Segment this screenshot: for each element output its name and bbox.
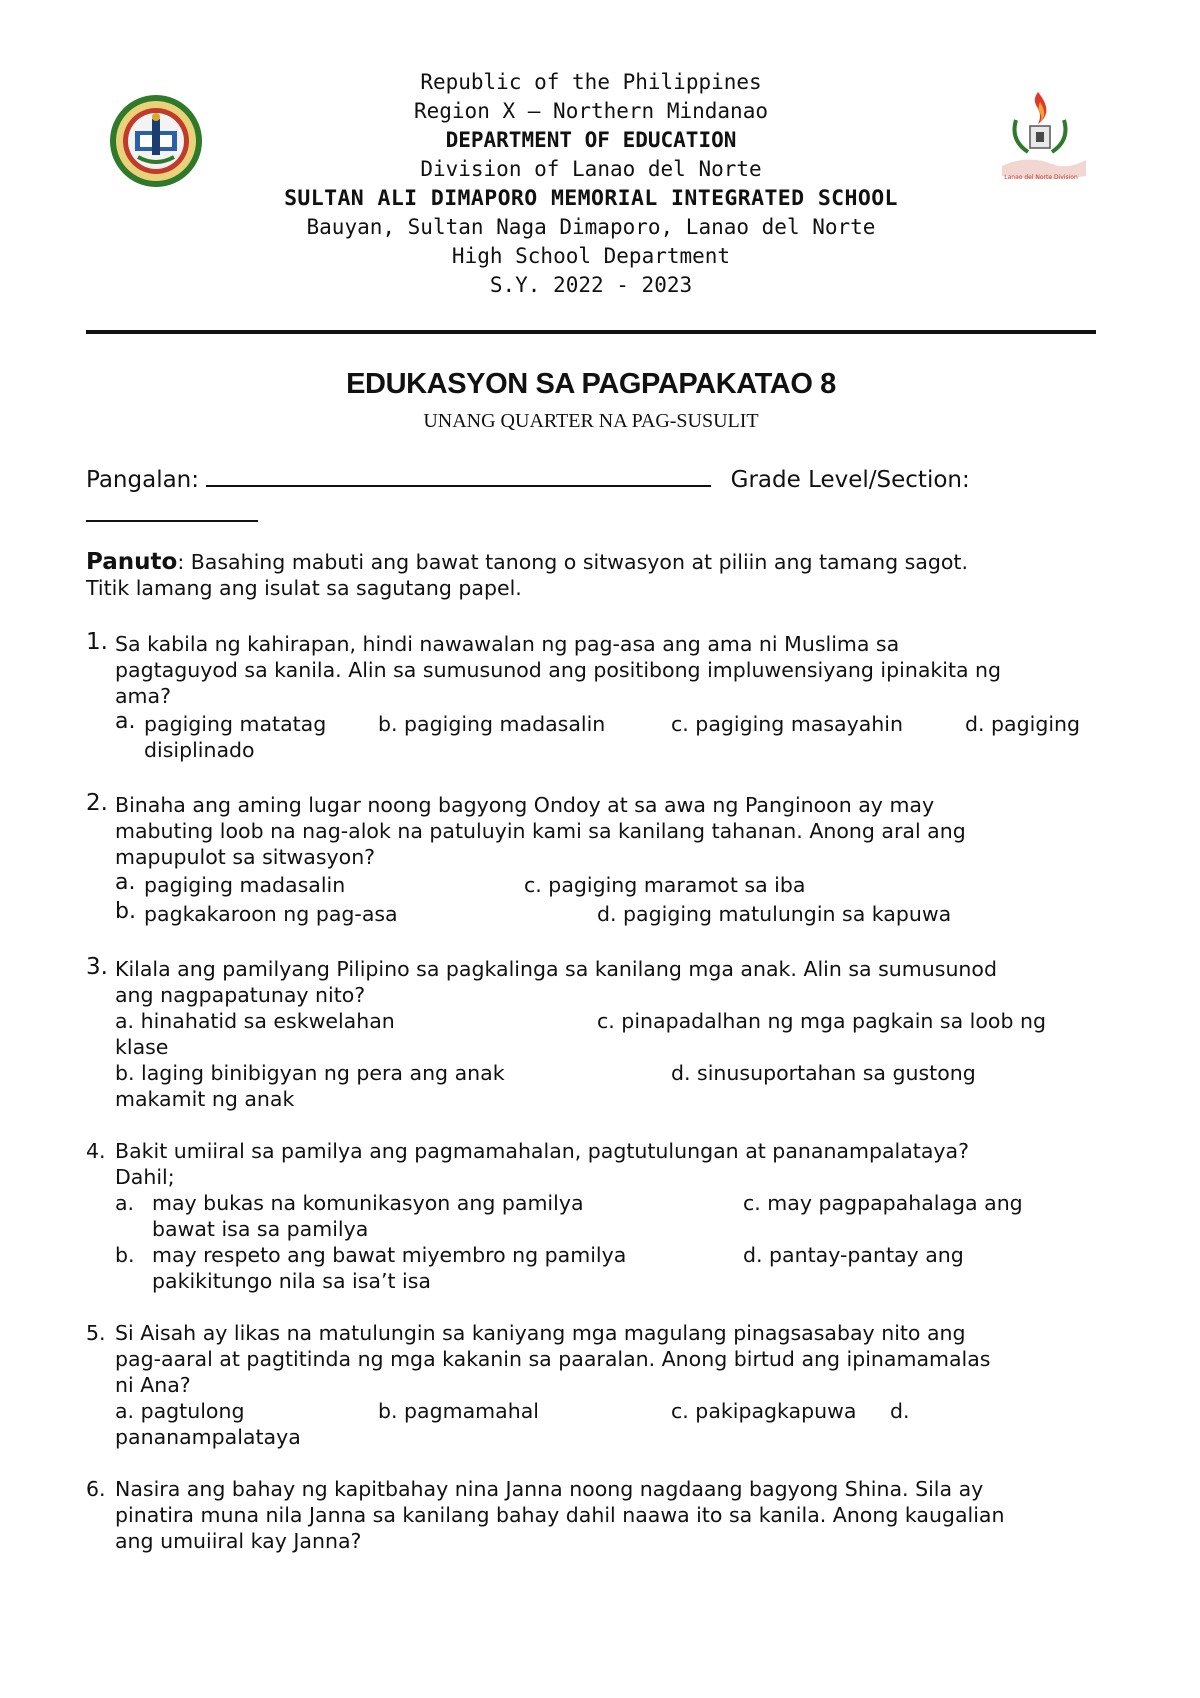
question-text-line: pag-aaral at pagtitinda ng mga kakanin sa paaralan. Anong birtud ang ipinamamalas (115, 1347, 991, 1371)
question-text-line: Bakit umiiral sa pamilya ang pagmamahalan, pagtutulungan at pananampalataya? (115, 1139, 969, 1163)
choice-c[interactable]: c. pakipagkapuwa (671, 1399, 857, 1423)
republic-line: Republic of the Philippines (420, 70, 762, 94)
choice-d-continued: pananampalataya (115, 1425, 301, 1449)
question-number: 6. (86, 1477, 106, 1501)
grade-label: Grade Level/Section: (730, 467, 970, 493)
header-divider (86, 330, 1096, 334)
instructions-label: Panuto (86, 549, 178, 575)
question-text-line: pagtaguyod sa kanila. Alin sa sumusunod ang positibong impluwensiyang ipinakita ng (115, 658, 1002, 682)
question-text-line: pinatira muna nila Janna sa kanilang bahay dahil naawa ito sa kanila. Anong kaugalian (115, 1503, 1005, 1527)
choice-b[interactable]: pagkakaroon ng pag-asa (144, 902, 398, 926)
choice-d[interactable]: d. pagiging (965, 712, 1081, 736)
choice-a[interactable]: pagiging matatag (144, 712, 327, 736)
question-text-line: ni Ana? (115, 1373, 191, 1397)
grade-blank[interactable] (86, 498, 258, 522)
question-text-line: Kilala ang pamilyang Pilipino sa pagkalinga sa kanilang mga anak. Alin sa sumusunod (115, 957, 997, 981)
choice-c-continued: klase (115, 1035, 169, 1059)
choice-d[interactable]: d. sinusuportahan sa gustong (671, 1061, 976, 1085)
question-number: 5. (86, 1321, 106, 1345)
choice-a[interactable]: a. hinahatid sa eskwelahan (115, 1009, 395, 1033)
choice-c-continued: bawat isa sa pamilya (152, 1217, 369, 1241)
question-text-line: Si Aisah ay likas na matulungin sa kaniyang mga magulang pinagsasabay nito ang (115, 1321, 966, 1345)
student-info-line (86, 463, 1096, 495)
choice-a[interactable]: a. pagtulong (115, 1399, 245, 1423)
choice-d-continued: disiplinado (144, 738, 255, 762)
school-name: SULTAN ALI DIMAPORO MEMORIAL INTEGRATED SCHOOL (284, 186, 898, 211)
division-line: Division of Lanao del Norte (420, 157, 762, 181)
exam-subtitle: UNANG QUARTER NA PAG-SUSULIT (423, 410, 759, 432)
choice-c[interactable]: c. pinapadalhan ng mga pagkain sa loob ng (597, 1009, 1046, 1033)
choice-d[interactable]: d. (890, 1399, 910, 1423)
name-blank[interactable] (206, 463, 711, 487)
choice-b[interactable]: b. pagmamahal (378, 1399, 539, 1423)
choice-label: b. (115, 899, 136, 924)
school-address: Bauyan, Sultan Naga Dimaporo, Lanao del Norte (306, 215, 876, 239)
question-text-line: mabuting loob na nag-alok na patuluyin kami sa kanilang tahanan. Anong aral ang (115, 819, 966, 843)
school-year: S.Y. 2022 - 2023 (489, 273, 693, 297)
choice-c[interactable]: c. may pagpapahalaga ang (743, 1191, 1023, 1215)
choice-b[interactable]: may respeto ang bawat miyembro ng pamilya (152, 1243, 627, 1267)
choice-label: a. (115, 870, 136, 895)
choice-b[interactable]: b. laging binibigyan ng pera ang anak (115, 1061, 505, 1085)
department-name: High School Department (451, 244, 731, 268)
question-number: 3. (86, 954, 108, 980)
question-text-line: ang nagpapatunay nito? (115, 983, 366, 1007)
instructions (86, 549, 968, 575)
question-text-line: Dahil; (115, 1165, 175, 1189)
choice-c[interactable]: c. pagiging maramot sa iba (524, 873, 806, 897)
question-number: 4. (86, 1139, 106, 1163)
instructions-line2: Titik lamang ang isulat sa sagutang papel. (86, 576, 522, 600)
name-label: Pangalan: (86, 467, 200, 493)
choice-d-continued: pakikitungo nila sa isa’t isa (152, 1269, 431, 1293)
choice-b[interactable]: b. pagiging madasalin (378, 712, 606, 736)
choice-label: b. (115, 1243, 135, 1267)
instructions-line1: : Basahing mabuti ang bawat tanong o sitwasyon at piliin ang tamang sagot. (177, 550, 968, 574)
right-logo-caption: Lanao del Norte Division (1004, 174, 1078, 181)
exam-title: EDUKASYON SA PAGPAPAKATAO 8 (346, 368, 836, 400)
choice-d[interactable]: d. pantay-pantay ang (743, 1243, 964, 1267)
question-text-line: ang umuiiral kay Janna? (115, 1529, 362, 1553)
question-number: 1. (86, 629, 108, 655)
question-text-line: ama? (115, 684, 171, 708)
letterhead (86, 68, 1096, 300)
choice-c[interactable]: c. pagiging masayahin (671, 712, 903, 736)
choice-d-continued: makamit ng anak (115, 1087, 295, 1111)
question-number: 2. (86, 790, 108, 816)
question-text-line: Sa kabila ng kahirapan, hindi nawawalan ng pag-asa ang ama ni Muslima sa (115, 632, 900, 656)
department-line: DEPARTMENT OF EDUCATION (445, 128, 737, 152)
question-text-line: mapupulot sa sitwasyon? (115, 845, 376, 869)
choice-d[interactable]: d. pagiging matulungin sa kapuwa (597, 902, 952, 926)
question-text-line: Nasira ang bahay ng kapitbahay nina Janna noong nagdaang bagyong Shina. Sila ay (115, 1477, 984, 1501)
choice-label: a. (115, 1191, 135, 1215)
choice-a[interactable]: may bukas na komunikasyon ang pamilya (152, 1191, 584, 1215)
region-line: Region X – Northern Mindanao (413, 99, 768, 123)
choice-label: a. (115, 709, 136, 734)
choice-a[interactable]: pagiging madasalin (144, 873, 346, 897)
question-text-line: Binaha ang aming lugar noong bagyong Ondoy at sa awa ng Panginoon ay may (115, 793, 935, 817)
